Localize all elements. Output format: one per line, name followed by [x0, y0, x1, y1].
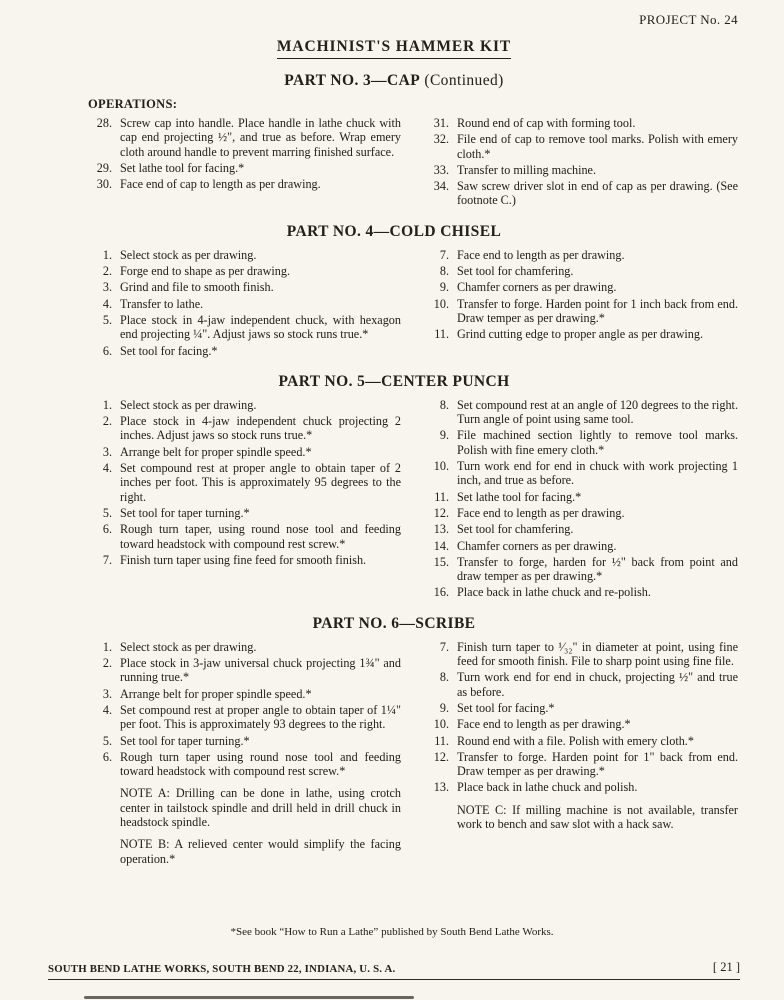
- section-heading-main: PART NO. 3—CAP: [284, 72, 421, 89]
- operation-item: [94, 656, 401, 685]
- operation-number: 10.: [433, 459, 449, 474]
- operation-number: 16.: [433, 585, 449, 600]
- operation-item: [94, 116, 401, 159]
- section-columns: [50, 640, 738, 868]
- operation-item: [431, 585, 738, 599]
- operation-text: Place stock in 4-jaw independent chuck, with hexagon end projecting ¼". Adjust jaws so stock runs true.*: [120, 312, 401, 342]
- operation-item: [94, 297, 401, 311]
- section-heading-suffix: (Continued): [420, 72, 504, 89]
- operation-text: Rough turn taper using round nose tool and feeding toward headstock with compound rest screw.*: [120, 749, 401, 779]
- operation-number: [431, 803, 457, 832]
- operation-text: Transfer to forge, harden for ½" back from point and draw temper as per drawing.*: [457, 554, 738, 584]
- operation-text: Chamfer corners as per drawing.: [457, 280, 617, 295]
- operation-number: 2.: [102, 264, 112, 279]
- operation-number: [94, 786, 120, 829]
- operation-number: 11.: [434, 489, 449, 504]
- operation-text: Place stock in 4-jaw independent chuck projecting 2 inches. Adjust jaws so stock runs true.*: [120, 414, 401, 443]
- operation-text: Place back in lathe chuck and polish.: [457, 780, 638, 795]
- operation-text: Set tool for chamfering.: [457, 522, 574, 537]
- operation-number: 12.: [433, 749, 449, 764]
- operation-number: 5.: [102, 312, 112, 327]
- operation-text: Finish turn taper using fine feed for smooth finish.: [120, 552, 367, 567]
- operation-number: 6.: [102, 522, 112, 537]
- page-number: [ 21 ]: [712, 960, 740, 974]
- operation-item: [94, 506, 401, 520]
- operations-column-left: [94, 116, 401, 210]
- operation-number: 9.: [439, 428, 449, 443]
- operation-item: [94, 414, 401, 443]
- operation-text: Select stock as per drawing.: [120, 247, 257, 262]
- note-text: NOTE C: If milling machine is not available, transfer work to bench and saw slot with a hack saw.: [457, 802, 738, 831]
- operation-item: [431, 132, 738, 161]
- section-columns: [50, 398, 738, 602]
- operation-text: Grind cutting edge to proper angle as per drawing.: [457, 327, 704, 342]
- operations-column-right: [431, 116, 738, 210]
- operation-item: [94, 161, 401, 175]
- operation-text: Arrange belt for proper spindle speed.*: [120, 686, 312, 701]
- operation-item: [94, 398, 401, 412]
- operation-number: 3.: [102, 444, 112, 459]
- operation-item: [431, 539, 738, 553]
- note-item: [94, 837, 401, 866]
- operation-text: Rough turn taper, using round nose tool and feeding toward headstock with compound rest screw.*: [120, 522, 401, 551]
- section-columns: [50, 248, 738, 360]
- operation-item: [94, 344, 401, 358]
- operation-text: Set compound rest at proper angle to obtain taper of 1¼" per foot. This is approximately 93 degrees to the right.: [120, 702, 401, 732]
- operation-number: 9.: [439, 700, 449, 715]
- operation-text: Set tool for chamfering.: [457, 264, 574, 279]
- operation-text: Transfer to forge. Harden point for 1 inch back from end. Draw temper as per drawing.*: [457, 296, 738, 325]
- note-item: [94, 786, 401, 829]
- operation-number: 11.: [434, 327, 449, 342]
- title-row: [50, 38, 738, 59]
- operation-number: 7.: [102, 552, 112, 567]
- operation-number: 1.: [102, 397, 112, 412]
- operation-text: Turn work end for end in chuck with work projecting 1 inch, and true as before.: [457, 459, 738, 488]
- operation-text: Set tool for facing.*: [457, 700, 555, 715]
- section-heading-main: PART NO. 4—COLD CHISEL: [286, 222, 502, 240]
- operations-column-left: [94, 248, 401, 360]
- operation-text: Place back in lathe chuck and re-polish.: [457, 585, 651, 600]
- operation-number: 5.: [102, 733, 112, 748]
- operation-text: File end of cap to remove tool marks. Polish with emery cloth.*: [457, 132, 738, 161]
- operation-item: [431, 179, 738, 208]
- operation-text: Finish turn taper to ¹⁄₃₂" in diameter at point, using fine feed for smooth finish. File to sharp point using fine file.: [457, 639, 738, 669]
- operation-text: Set tool for taper turning.*: [120, 733, 250, 748]
- operation-number: 33.: [433, 162, 449, 177]
- operation-item: [431, 459, 738, 488]
- operation-item: [431, 248, 738, 262]
- operation-text: Set tool for taper turning.*: [120, 505, 250, 520]
- operation-item: [431, 297, 738, 326]
- operation-item: [431, 116, 738, 130]
- operations-column-left: [94, 398, 401, 602]
- operation-text: Saw screw driver slot in end of cap as per drawing. (See footnote C.): [457, 179, 738, 208]
- operation-text: Place stock in 3-jaw universal chuck projecting 1¾" and running true.*: [120, 656, 401, 685]
- operation-number: 13.: [433, 522, 449, 537]
- operation-text: Set lathe tool for facing.*: [120, 160, 245, 175]
- operation-item: [431, 750, 738, 779]
- operation-item: [431, 428, 738, 457]
- operation-number: 29.: [96, 160, 112, 175]
- operation-text: Set lathe tool for facing.*: [457, 489, 582, 504]
- operation-item: [94, 280, 401, 294]
- operation-number: 3.: [102, 280, 112, 295]
- operation-number: 10.: [433, 717, 449, 732]
- note-text: NOTE A: Drilling can be done in lathe, using crotch center in tailstock spindle and drill held in drill chuck in headstock spindle.: [120, 786, 401, 829]
- operation-item: [94, 750, 401, 779]
- operation-item: [431, 280, 738, 294]
- operation-item: [431, 734, 738, 748]
- operation-text: Forge end to shape as per drawing.: [120, 264, 291, 279]
- operation-number: 12.: [433, 505, 449, 520]
- section-heading: [50, 615, 738, 633]
- section-heading-main: PART NO. 5—CENTER PUNCH: [278, 372, 510, 390]
- operation-item: [431, 701, 738, 715]
- operation-number: 9.: [439, 280, 449, 295]
- operation-number: 31.: [433, 116, 449, 130]
- note-item: [431, 803, 738, 832]
- operation-item: [431, 640, 738, 669]
- operation-item: [431, 327, 738, 341]
- operation-number: 2.: [102, 656, 112, 671]
- operation-text: Face end to length as per drawing.: [457, 247, 625, 262]
- operation-number: 8.: [439, 670, 449, 685]
- operation-text: Turn work end for end in chuck, projecting ½" and true as before.: [457, 670, 738, 699]
- operation-item: [431, 522, 738, 536]
- operation-item: [94, 461, 401, 504]
- operation-text: Transfer to lathe.: [120, 296, 204, 311]
- operation-number: 4.: [102, 702, 112, 717]
- operation-number: 15.: [433, 554, 449, 569]
- operation-number: 7.: [439, 247, 449, 262]
- operation-number: 28.: [96, 116, 112, 130]
- operation-item: [94, 177, 401, 191]
- operation-item: [431, 163, 738, 177]
- operation-number: 34.: [433, 179, 449, 194]
- operations-column-right: [431, 248, 738, 360]
- operation-item: [431, 717, 738, 731]
- operations-column-right: [431, 640, 738, 868]
- operation-item: [94, 734, 401, 748]
- operation-item: [431, 398, 738, 427]
- operation-number: 7.: [439, 639, 449, 654]
- footnote: *See book “How to Run a Lathe” published by South Bend Lathe Works.: [230, 926, 554, 938]
- project-number: PROJECT No. 24: [639, 12, 738, 27]
- operation-number: 14.: [433, 538, 449, 553]
- page-title: MACHINIST'S HAMMER KIT: [277, 38, 511, 59]
- scan-artifact: [84, 996, 414, 999]
- operation-item: [431, 506, 738, 520]
- operation-number: 2.: [102, 414, 112, 429]
- operation-number: 3.: [102, 686, 112, 701]
- operations-column-right: [431, 398, 738, 602]
- operation-number: 4.: [102, 296, 112, 311]
- operation-number: 6.: [102, 749, 112, 764]
- operation-item: [94, 248, 401, 262]
- operation-item: [94, 313, 401, 342]
- operation-item: [431, 670, 738, 699]
- operation-item: [94, 522, 401, 551]
- operations-label: OPERATIONS:: [88, 97, 178, 111]
- operation-number: 4.: [102, 461, 112, 476]
- operation-number: 32.: [433, 132, 449, 147]
- operation-item: [431, 780, 738, 794]
- operation-number: 10.: [433, 296, 449, 311]
- operation-number: 13.: [433, 780, 449, 795]
- operation-item: [94, 640, 401, 654]
- operation-text: Transfer to milling machine.: [457, 162, 597, 177]
- section-heading: [50, 72, 738, 90]
- operation-text: Grind and file to smooth finish.: [120, 280, 274, 295]
- operation-number: 5.: [102, 505, 112, 520]
- operation-item: [94, 445, 401, 459]
- section-heading-main: PART NO. 6—SCRIBE: [312, 614, 476, 632]
- operation-text: Set compound rest at proper angle to obtain taper of 2 inches per foot. This is approximately 95 degrees to the right.: [120, 461, 401, 504]
- operation-text: Round end of cap with forming tool.: [457, 116, 636, 130]
- operation-item: [94, 703, 401, 732]
- operation-number: [94, 837, 120, 866]
- operation-item: [431, 490, 738, 504]
- operation-text: Select stock as per drawing.: [120, 397, 257, 412]
- operation-text: Face end of cap to length as per drawing.: [120, 177, 321, 192]
- operation-text: Set tool for facing.*: [120, 343, 218, 358]
- operation-number: 1.: [102, 639, 112, 654]
- operation-number: 6.: [102, 343, 112, 358]
- operation-text: Round end with a file. Polish with emery cloth.*: [457, 733, 694, 748]
- operation-item: [431, 555, 738, 584]
- operations-column-left: [94, 640, 401, 868]
- operation-text: Chamfer corners as per drawing.: [457, 538, 617, 553]
- section-heading: [50, 373, 738, 391]
- section-heading: [50, 223, 738, 241]
- operation-text: Screw cap into handle. Place handle in lathe chuck with cap end projecting ½", and true as before. Wrap emery cloth around handle to prevent marring finished surface.: [120, 116, 401, 159]
- note-text: NOTE B: A relieved center would simplify the facing operation.*: [120, 837, 401, 866]
- operation-text: Select stock as per drawing.: [120, 639, 257, 654]
- operation-item: [94, 264, 401, 278]
- operation-text: Set compound rest at an angle of 120 degrees to the right. Turn angle of point using same tool.: [457, 397, 738, 427]
- operation-number: 30.: [96, 177, 112, 192]
- page-footer: [48, 960, 740, 980]
- operation-text: Arrange belt for proper spindle speed.*: [120, 444, 312, 459]
- operation-number: 8.: [439, 264, 449, 279]
- operation-text: Transfer to forge. Harden point for 1" back from end. Draw temper as per drawing.*: [457, 749, 738, 779]
- operation-number: 11.: [434, 733, 449, 748]
- operation-text: Face end to length as per drawing.*: [457, 717, 631, 732]
- operation-item: [431, 264, 738, 278]
- operation-text: Face end to length as per drawing.: [457, 505, 625, 520]
- operation-item: [94, 687, 401, 701]
- operation-number: 8.: [439, 397, 449, 412]
- operation-text: File machined section lightly to remove tool marks. Polish with fine emery cloth.*: [457, 428, 738, 457]
- publisher-line: SOUTH BEND LATHE WORKS, SOUTH BEND 22, INDIANA, U. S. A.: [48, 963, 396, 975]
- operation-item: [94, 553, 401, 567]
- section-columns: [50, 116, 738, 210]
- operation-number: 1.: [102, 247, 112, 262]
